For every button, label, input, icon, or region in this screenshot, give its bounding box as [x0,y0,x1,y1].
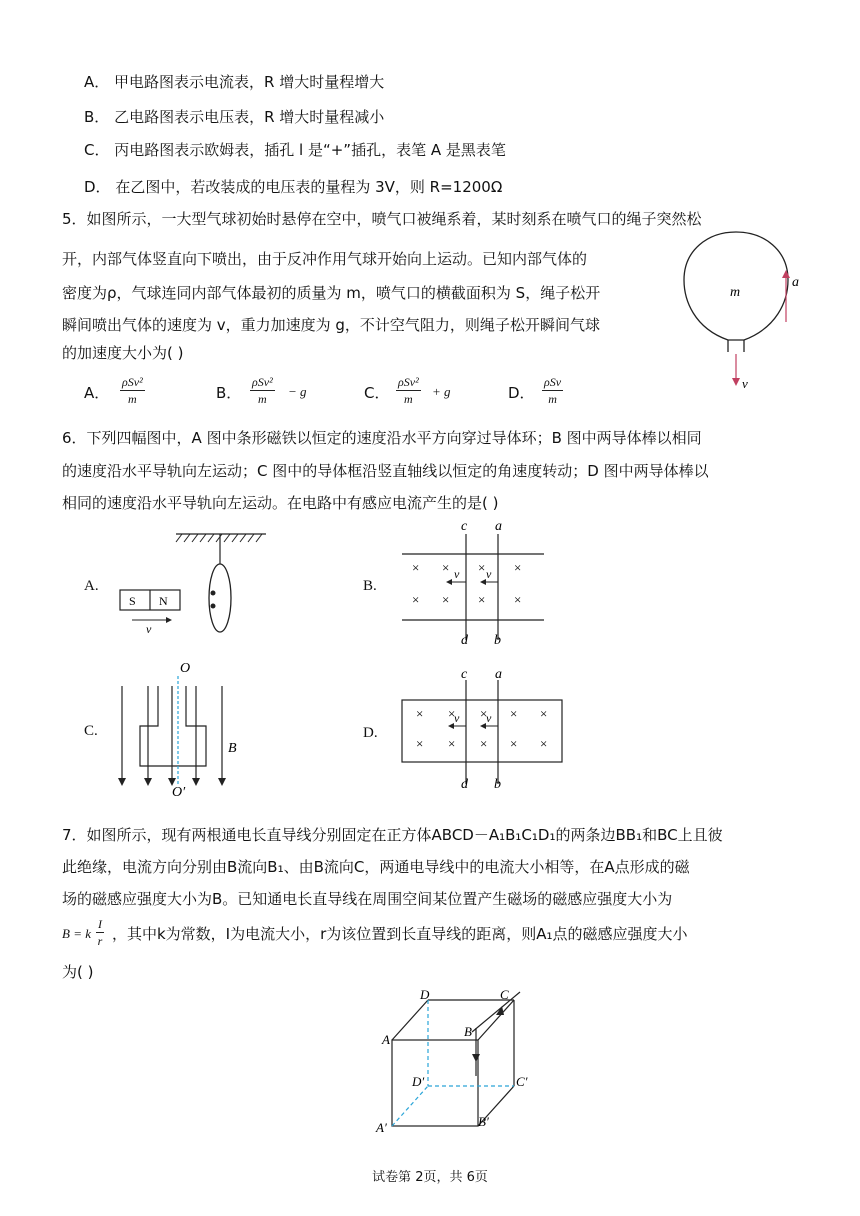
field-cross: × [448,736,456,751]
option-text: 在乙图中，若改装成的电压表的量程为 3V，则 R=1200Ω [115,178,503,196]
fig-d-rails [398,662,568,792]
q5-option-d-fraction: ρSv m [544,375,562,406]
rod-b-label: b [494,633,501,648]
option-text: 乙电路图表示电压表，R 增大时量程减小 [114,108,385,126]
field-cross: × [412,560,420,575]
fig-c-label: C. [84,723,98,739]
option-text: 甲电路图表示电流表，R 增大时量程增大 [114,73,385,91]
vertex-a: A [382,1032,390,1047]
q5-option-c-suffix: + g [432,384,451,399]
fig-b-rails [398,514,548,648]
rod-a-label: a [495,667,502,682]
rod-c-label: c [461,667,468,682]
field-cross: × [514,592,522,607]
field-cross: × [478,560,486,575]
rod-velocity-label: v [486,567,492,581]
q6-line-1: 6．下列四幅图中，A 图中条形磁铁以恒定的速度沿水平方向穿过导体环；B 图中两导体棒以相同 [62,429,702,447]
mass-label: m [730,285,741,300]
fig-a-magnet-ring [112,528,272,638]
axis-bottom-label: O′ [172,785,186,798]
field-cross: × [480,736,488,751]
field-cross: × [442,560,450,575]
field-cross: × [514,560,522,575]
vertex-d: D [420,988,430,1002]
velocity-label: v [742,376,748,391]
magnet-velocity-label: v [146,622,152,636]
field-b-label: B [228,741,237,756]
q6-line-3: 相同的速度沿水平导轨向左运动。在电路中有感应电流产生的是( ) [62,494,499,512]
magnet-s-label: S [129,594,136,608]
field-cross: × [416,736,424,751]
option-text: 丙电路图表示欧姆表，插孔 l 是“+”插孔，表笔 A 是黑表笔 [114,141,506,159]
cube-figure [372,988,542,1138]
field-cross: × [480,706,488,721]
q4-option-a [84,72,384,92]
field-cross: × [540,706,548,721]
q5-option-a-label: A． [84,384,110,402]
vertex-b1: B′ [478,1114,489,1129]
magnet-n-label: N [159,594,168,608]
q5-option-b-suffix: − g [288,384,307,399]
field-cross: × [510,736,518,751]
q5-option-c-fraction: ρSv² m [398,375,419,406]
q7-formula-lhs: B = k [62,926,91,941]
accel-label: a [792,275,799,290]
fig-c-rotating-frame [110,658,250,798]
vertex-b: B [464,1024,472,1039]
rod-velocity-label: v [454,711,460,725]
fig-d-label: D. [363,725,378,741]
vertex-c1: C′ [516,1074,528,1089]
rod-d-label: d [461,633,468,648]
q5-line-5: 的加速度大小为( ) [62,344,184,362]
q5-line-1: 5．如图所示，一大型气球初始时悬停在空中，喷气口被绳系着，某时刻系在喷气口的绳子突然松 [62,210,702,228]
page-footer: 试卷第 2页，共 6页 [372,1170,488,1185]
option-label: D． [84,178,111,196]
field-cross: × [478,592,486,607]
option-label: B． [84,108,110,126]
q5-option-b-label: B． [216,384,242,402]
vertex-a1: A′ [376,1120,387,1135]
rod-a-label: a [495,519,502,534]
q7-line-3: 场的磁感应强度大小为B。已知通电长直导线在周围空间某位置产生磁场的磁感应强度大小为 [62,890,673,908]
rod-c-label: c [461,519,468,534]
vertex-c: C [500,988,509,1002]
q5-option-a-fraction: ρSv² m [122,375,143,406]
field-cross: × [412,592,420,607]
q5-option-b-fraction: ρSv² m [252,375,273,406]
q5-line-2: 开，内部气体竖直向下喷出，由于反冲作用气球开始向上运动。已知内部气体的 [62,250,588,268]
q7-formula-fraction: $\frac{I}{r}$ [97,917,103,948]
q5-line-3: 密度为ρ，气球连同内部气体最初的质量为 m，喷气口的横截面积为 S，绳子松开 [62,284,601,302]
balloon-figure [680,228,810,398]
rod-d-label: d [461,777,468,792]
q4-option-d [84,177,502,197]
q7-line-2: 此绝缘，电流方向分别由B流向B₁、由B流向C，两通电导线中的电流大小相等，在A点形成的磁 [62,858,690,876]
field-cross: × [442,592,450,607]
q5-option-c-label: C． [364,384,390,402]
q5-line-4: 瞬间喷出气体的速度为 v，重力加速度为 g，不计空气阻力，则绳子松开瞬间气球 [62,316,600,334]
q7-line-4: ，其中k为常数，I为电流大小，r为该位置到长直导线的距离，则A₁点的磁感应强度大小 [112,925,688,943]
rod-velocity-label: v [454,567,460,581]
q5-option-d-label: D． [508,384,535,402]
fig-a-label: A. [84,578,99,594]
q4-option-b [84,107,384,127]
fig-b-label: B. [363,578,377,594]
field-cross: × [540,736,548,751]
axis-top-label: O [180,661,191,676]
vertex-d1: D′ [412,1074,425,1089]
field-cross: × [510,706,518,721]
option-label: C． [84,141,110,159]
q6-line-2: 的速度沿水平导轨向左运动；C 图中的导体框沿竖直轴线以恒定的角速度转动；D 图中两导体棒以 [62,462,709,480]
q7-line-5: 为( ) [62,963,94,981]
q4-option-c [84,140,506,160]
option-label: A． [84,73,110,91]
q7-line-1: 7．如图所示，现有两根通电长直导线分别固定在正方体ABCD－A₁B₁C₁D₁的两条边BB₁和BC上且彼 [62,826,723,844]
field-cross: × [448,706,456,721]
rod-b-label: b [494,777,501,792]
field-cross: × [416,706,424,721]
rod-velocity-label: v [486,711,492,725]
